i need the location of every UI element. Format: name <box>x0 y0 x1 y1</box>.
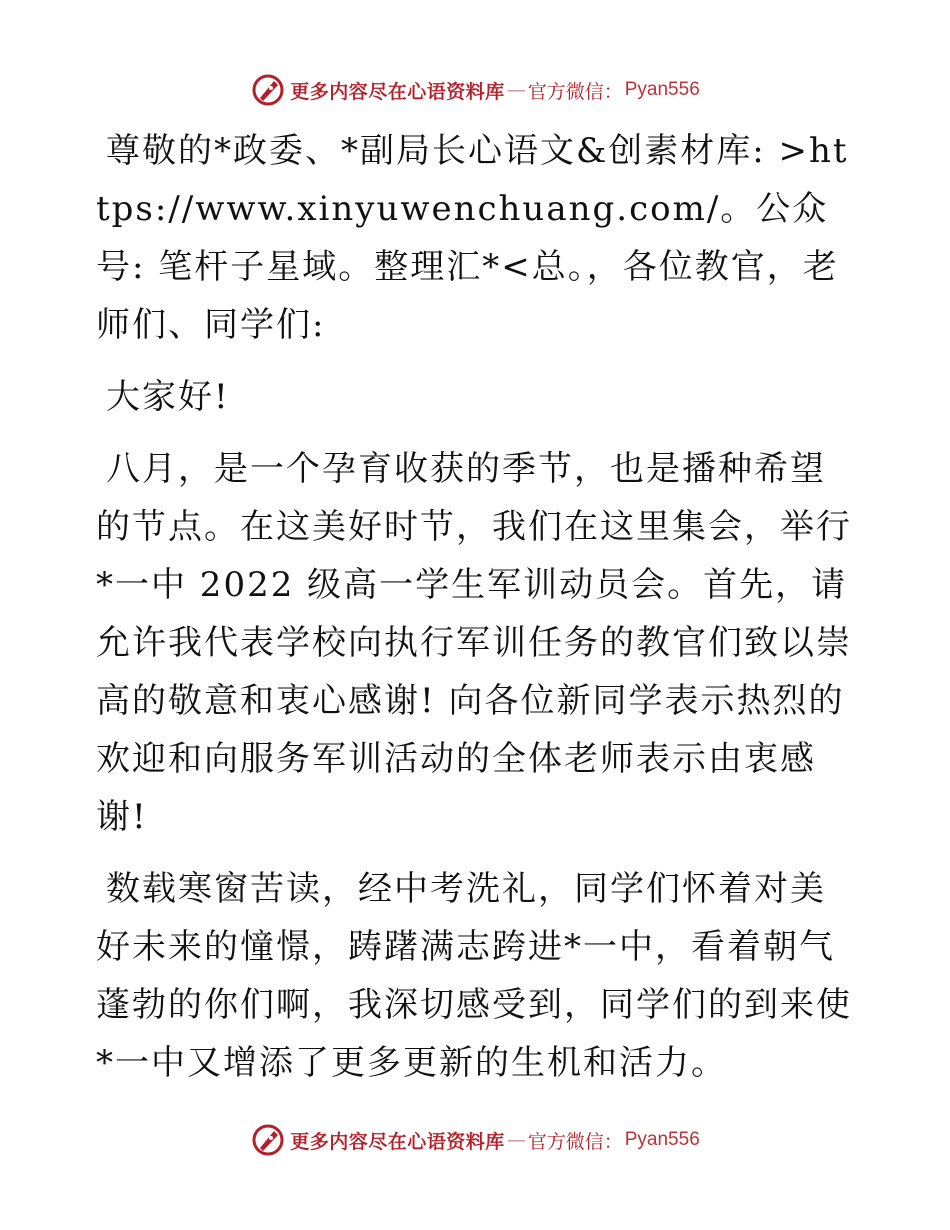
watermark-text: 更多内容尽在心语资料库 <box>290 80 505 103</box>
paragraph-greeting: 大家好! <box>106 377 230 417</box>
watermark-wechat-label: 官方微信： <box>527 80 623 103</box>
watermark-text: 更多内容尽在心语资料库 <box>290 1130 505 1153</box>
pen-nib-circle-icon <box>250 1122 286 1158</box>
watermark-banner-top <box>0 70 950 110</box>
watermark-wechat-id: Pyan556 <box>624 1129 700 1150</box>
watermark-dash: — <box>506 79 526 101</box>
document-body <box>96 122 852 1106</box>
watermark-wechat-id: Pyan556 <box>624 79 700 100</box>
pen-nib-circle-icon <box>250 72 286 108</box>
paragraph-welcome: 数载寒窗苦读，经中考洗礼，同学们怀着对美好未来的憧憬，踌躇满志跨进*一中，看着朝气蓬勃的你们啊，我深切感受到，同学们的到来使*一中又增添了更多更新的生机和活力。 <box>96 869 852 1083</box>
watermark-dash: — <box>506 1129 526 1151</box>
watermark-wechat-label: 官方微信： <box>527 1130 623 1153</box>
watermark-banner-bottom <box>0 1120 950 1160</box>
paragraph-salutation: 尊敬的*政委、*副局长心语文&创素材库: >https://www.xinyuwenchuang.com/。公众号: 笔杆子星域。整理汇*<总。，各位教官，老师们、同学们: <box>96 131 849 345</box>
paragraph-opening: 八月，是一个孕育收获的季节，也是播种希望的节点。在这美好时节，我们在这里集会，举行*一中 2022 级高一学生军训动员会。首先，请允许我代表学校向执行军训任务的教官们致以崇高的敬意和衷心感谢! 向各位新同学表示热烈的欢迎和向服务军训活动的全体老师表示由衷感谢! <box>96 449 852 837</box>
